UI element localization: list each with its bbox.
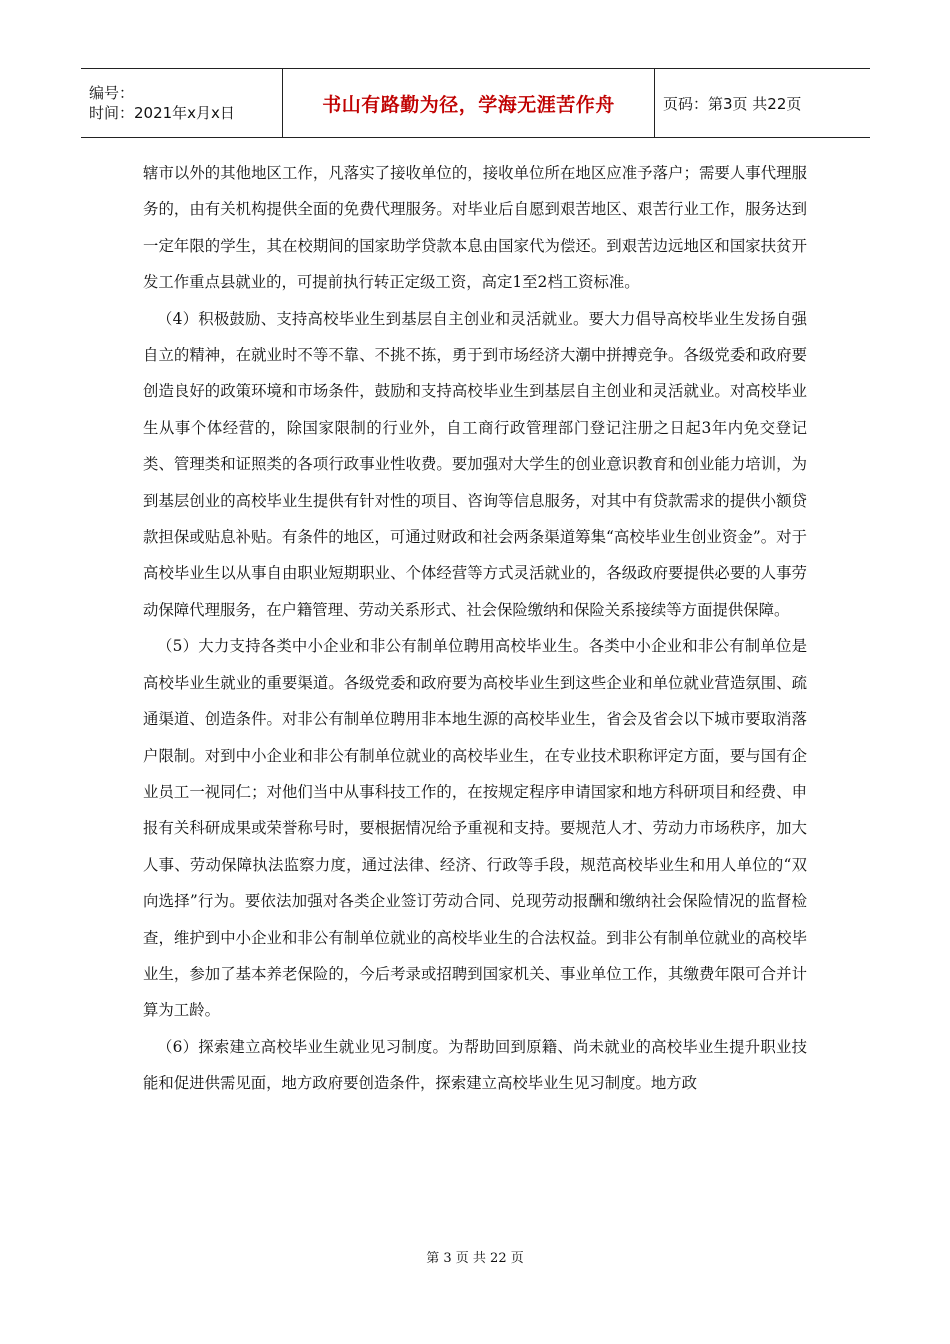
paragraph-item-4: （4）积极鼓励、支持高校毕业生到基层自主创业和灵活就业。要大力倡导高校毕业生发扬自强自立的精神，在就业时不等不靠、不挑不拣，勇于到市场经济大潮中拼搏竞争。各级党委和政府要创造良好的政策环境和市场条件，鼓励和支持高校毕业生到基层自主创业和灵活就业。对高校毕业生从事个体经营的，除国家限制的行业外，自工商行政管理部门登记注册之日起3年内免交登记类、管理类和证照类的各项行政事业性收费。要加强对大学生的创业意识教育和创业能力培训，为到基层创业的高校毕业生提供有针对性的项目、咨询等信息服务，对其中有贷款需求的提供小额贷款担保或贴息补贴。有条件的地区，可通过财政和社会两条渠道筹集“高校毕业生创业资金”。对于高校毕业生以从事自由职业短期职业、个体经营等方式灵活就业的，各级政府要提供必要的人事劳动保障代理服务，在户籍管理、劳动关系形式、社会保险缴纳和保险关系接续等方面提供保障。 [143,309,807,619]
header-motto: 书山有路勤为径，学海无涯苦作舟 [322,93,615,116]
paragraph-item-6: （6）探索建立高校毕业生就业见习制度。为帮助回到原籍、尚未就业的高校毕业生提升职业技能和促进供需见面，地方政府要创造条件，探索建立高校毕业生见习制度。地方政 [143,1037,807,1093]
header-meta [81,69,282,137]
document-number-label: 编号： [89,84,135,102]
page-footer [0,1247,950,1266]
header-motto-cell [282,69,655,137]
header-page-cell [655,69,870,137]
document-body [143,155,807,1102]
footer-page-number: 第 3 页 共 22 页 [426,1251,524,1266]
document-time-label: 时间：2021年x月x日 [89,104,235,122]
header-page-info: 页码：第3页 共22页 [663,94,802,113]
paragraph-continuation: 辖市以外的其他地区工作，凡落实了接收单位的，接收单位所在地区应准予落户；需要人事代理服务的，由有关机构提供全面的免费代理服务。对毕业后自愿到艰苦地区、艰苦行业工作，服务达到一定年限的学生，其在校期间的国家助学贷款本息由国家代为偿还。到艰苦边远地区和国家扶贫开发工作重点县就业的，可提前执行转正定级工资，高定1至2档工资标准。 [143,164,807,292]
page-header [81,68,870,138]
paragraph-item-5: （5）大力支持各类中小企业和非公有制单位聘用高校毕业生。各类中小企业和非公有制单位是高校毕业生就业的重要渠道。各级党委和政府要为高校毕业生到这些企业和单位就业营造氛围、疏通渠道、创造条件。对非公有制单位聘用非本地生源的高校毕业生，省会及省会以下城市要取消落户限制。对到中小企业和非公有制单位就业的高校毕业生，在专业技术职称评定方面，要与国有企业员工一视同仁；对他们当中从事科技工作的，在按规定程序申请国家和地方科研项目和经费、申报有关科研成果或荣誉称号时，要根据情况给予重视和支持。要规范人才、劳动力市场秩序，加大人事、劳动保障执法监察力度，通过法律、经济、行政等手段，规范高校毕业生和用人单位的“双向选择”行为。要依法加强对各类企业签订劳动合同、兑现劳动报酬和缴纳社会保险情况的监督检查，维护到中小企业和非公有制单位就业的高校毕业生的合法权益。到非公有制单位就业的高校毕业生，参加了基本养老保险的，今后考录或招聘到国家机关、事业单位工作，其缴费年限可合并计算为工龄。 [143,637,807,1020]
